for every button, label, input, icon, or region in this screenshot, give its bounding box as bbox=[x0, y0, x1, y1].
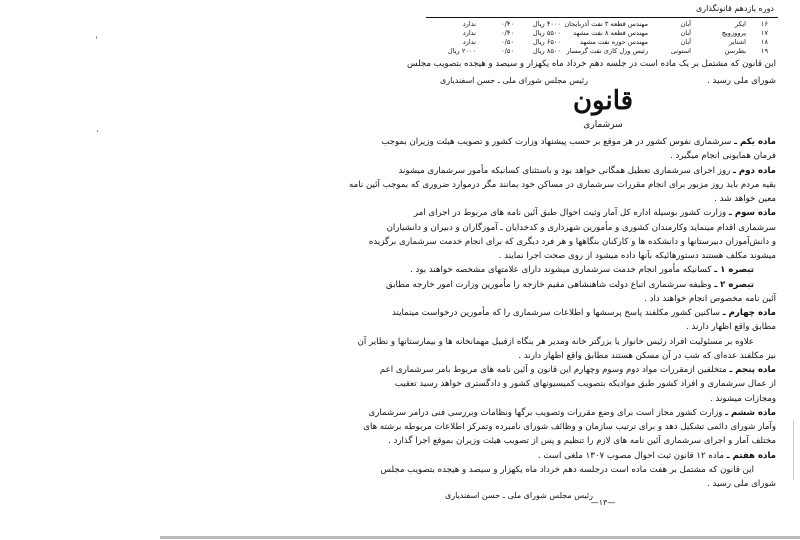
law-line bbox=[381, 135, 776, 149]
table-cell-nationality: آبان bbox=[680, 38, 691, 46]
law-line bbox=[357, 335, 776, 349]
law-line bbox=[388, 434, 776, 448]
scan-edge-mark bbox=[793, 420, 794, 480]
running-header: دوره یازدهم قانونگذاری bbox=[695, 4, 774, 13]
header-rule bbox=[426, 17, 778, 18]
article-heading: ماده ششم ـ bbox=[725, 407, 776, 418]
table-cell-position: رئیس ورل کاری نفت گرمسار bbox=[566, 47, 648, 55]
table-cell-nationality: آبان bbox=[680, 29, 691, 37]
law-line bbox=[430, 320, 776, 334]
law-line bbox=[392, 306, 776, 320]
line-text: نیز مکلفند عده‌ای که شب در آن مسکن هستند مطابق واقع اظهار دارند . bbox=[518, 350, 776, 361]
table-cell-name: ایکر bbox=[735, 20, 746, 28]
table-row bbox=[426, 20, 776, 29]
table-row bbox=[426, 47, 776, 56]
scan-speck bbox=[96, 36, 97, 39]
law-line bbox=[430, 292, 776, 306]
article-heading: ماده سوم ـ bbox=[728, 208, 776, 219]
line-text: روز اجرای سرشماری تعطیل همگانی خواهد بود و باستثنای کسانیکه مأمور سرشماری میشوند bbox=[398, 165, 733, 176]
line-text: مطابق واقع اظهار دارند . bbox=[686, 322, 776, 333]
article-heading: تبصره ۲ ـ bbox=[714, 279, 754, 290]
scan-speck bbox=[97, 130, 98, 132]
line-text: معین خواهد شد . bbox=[714, 194, 776, 204]
law-signature: رئیس مجلس شورای ملی ـ حسن اسفندیاری bbox=[445, 491, 593, 500]
article-heading: تبصره ۱ ـ bbox=[714, 265, 754, 276]
law-line bbox=[394, 377, 776, 391]
table-cell-position: مهندس حوزه نفت مشهد bbox=[579, 38, 648, 46]
article-heading: ماده یکم ـ bbox=[734, 137, 776, 147]
table-cell-extra: ندارد bbox=[462, 20, 476, 28]
table-cell-salary: ۵۵۰۰ ریال bbox=[532, 29, 561, 37]
law-line bbox=[430, 392, 776, 406]
prev-law-closing-line-2: شورای ملی رسید . bbox=[707, 76, 776, 86]
line-text: ومجازات میشوند . bbox=[710, 393, 776, 404]
line-text: مختلف آمار و اجرای سرشماری آئین نامه های لازم را تنظیم و پس از تصویب هیئت وزیران بموقع اجرا گذارد . bbox=[388, 436, 776, 447]
table-row bbox=[426, 38, 776, 47]
law-line bbox=[380, 463, 776, 477]
line-text: سرشماری اقدام مینماید وکارمندان کشوری و مأمورین شهرداری و کدخدایان ـ آموزگاران و دبیران و دانشیاران bbox=[386, 222, 776, 233]
law-line bbox=[410, 263, 776, 277]
line-text: کسانیکه مأمور انجام خدمت سرشماری میشوند دارای علامتهای مشخصه خواهند بود . bbox=[410, 265, 715, 276]
table-cell-name: بطرسن bbox=[724, 47, 746, 55]
prev-law-signature: رئیس مجلس شورای ملی ـ حسن اسفندیاری bbox=[440, 76, 588, 85]
table-cell-nationality: استونی bbox=[670, 47, 691, 55]
table-cell-salary: ۴۰۰۰ ریال bbox=[532, 20, 561, 28]
table-cell-salary: ۶۵۰۰ ریال bbox=[532, 38, 561, 46]
line-text: وظیفه سرشماری اتباع دولت شاهنشاهی مقیم خارجه را مأمورین وزارت امور خارجه مطابق bbox=[385, 279, 715, 290]
line-text: ساکنین کشور مکلفند پاسخ پرسشها و اطلاعات سرشماری را که مأمورین درخواست مینمایند bbox=[392, 308, 723, 318]
law-line bbox=[430, 192, 776, 206]
law-line bbox=[430, 349, 776, 363]
table-cell-ratio: ۰/۴۰ bbox=[501, 20, 514, 28]
line-text: آئین نامه مخصوص انجام خواهند داد . bbox=[644, 293, 776, 304]
table-cell-position: مهندس قطعه ۸ نفت مشهد bbox=[573, 29, 648, 37]
law-line bbox=[386, 221, 776, 235]
law-line bbox=[368, 235, 776, 249]
line-text: وآمار شورای دائمی تشکیل دهد و برای ترتیب سازمان و وظائف شورای نامبرده وتمرکز اطلاعات مربوطه برشته های bbox=[363, 422, 776, 432]
article-heading: ماده پنجم ـ bbox=[729, 365, 776, 375]
line-text: شورای ملی رسید . bbox=[707, 479, 776, 489]
law-title: قانون bbox=[572, 86, 634, 116]
law-line bbox=[379, 363, 776, 377]
law-line bbox=[430, 477, 776, 491]
article-heading: ماده چهارم ـ bbox=[722, 308, 776, 318]
law-line bbox=[413, 206, 776, 220]
table-cell-nationality: آبان bbox=[680, 20, 691, 28]
line-text: و دانش‌آموزان دبیرستانها و دانشکده ها و کارکنان بنگاهها و هر فرد دیگری که برای انجام خدمت سرشماری برگزیده bbox=[368, 236, 776, 247]
table-cell-no: ۱۷ bbox=[760, 29, 768, 37]
table-cell-no: ۱۶ bbox=[760, 20, 768, 28]
table-cell-salary: ۸۵۰۰ ریال bbox=[532, 47, 561, 55]
line-text: این قانون که مشتمل بر هفت ماده است درجلسه دهم خرداد ماه یکهزار و سیصد و هیجده بتصویب مجلس bbox=[380, 464, 754, 475]
line-text: بقیه مردم باید روز مزبور برای انجام مقررات سرشماری در مساکن خود بمانند مگر درموارد ضروری که بموجب آئین نامه bbox=[349, 179, 776, 190]
line-text: فرمان همایونی انجام میگیرد . bbox=[670, 151, 776, 162]
law-line bbox=[363, 420, 776, 434]
table-cell-extra: ندارد bbox=[462, 38, 476, 46]
article-heading: ماده هفتم ـ bbox=[726, 450, 776, 461]
table-cell-extra: ندارد bbox=[462, 29, 476, 37]
law-line bbox=[368, 406, 776, 420]
line-text: ماده ۱۲ قانون ثبت احوال مصوب ۱۳۰۷ ملغی است . bbox=[537, 450, 727, 461]
line-text: از عمال سرشماری و افراد کشور طبق موادیکه بتصویب کمیسیونهای کشور و دادگستری خواهد رسید تعقیب bbox=[394, 379, 776, 390]
law-line bbox=[349, 178, 776, 192]
line-text: متخلفین ازمقررات مواد دوم وسوم وچهارم این قانون و آئین نامه های مربوط بامر سرشماری اعم bbox=[379, 365, 730, 375]
table-cell-ratio: ۰/۵۰ bbox=[501, 38, 514, 46]
table-cell-ratio: ۰/۴۰ bbox=[501, 29, 514, 37]
prev-law-closing-line-1: این قانون که مشتمل بر یک ماده است در جلسه دهم خرداد ماه یکهزار و سیصد و هیجده بتصویب مجلس bbox=[406, 59, 776, 69]
line-text: علاوه بر مسئولیت افراد رئیس خانوار یا بزرگتر خانه ومدیر هر بنگاه ازقبیل مهمانخانه ها و بیمارستانها و نظایر آن bbox=[357, 336, 754, 347]
scan-bottom-edge bbox=[160, 536, 800, 539]
law-line bbox=[430, 449, 776, 463]
table-cell-extra: ۲۰۰۰ ریال bbox=[447, 47, 476, 55]
line-text: وزارت کشور بوسیله اداره کل آمار وثبت احوال طبق آئین نامه های مربوط در اجرای امر bbox=[413, 208, 729, 219]
article-heading: ماده دوم ـ bbox=[732, 165, 776, 176]
line-text: سرشماری نفوس کشور در هر موقع بر حسب پیشنهاد وزارت کشور و تصویب هیئت وزیران بموجب bbox=[381, 137, 735, 147]
law-line bbox=[385, 278, 776, 292]
page-number: —۱۳— bbox=[590, 498, 616, 507]
law-line bbox=[398, 164, 776, 178]
table-cell-position: مهندس قطعه ۳ نفت آذربایجان bbox=[564, 20, 648, 28]
line-text: وزارت کشور مجاز است برای وضع مقررات وتصویب برگها ونظامات وبررسی فنی درامر سرشماری bbox=[368, 407, 726, 418]
table-cell-no: ۱۹ bbox=[760, 47, 768, 55]
law-subtitle: سرشماری bbox=[583, 120, 623, 130]
line-text: میشوند مکلف هستند دستورهائیکه بآنها داده میشود از روی صحت اجرا نمایند . bbox=[498, 251, 776, 261]
table-cell-name: پرووزویچ bbox=[721, 29, 746, 37]
law-line bbox=[430, 149, 776, 163]
law-line bbox=[430, 249, 776, 263]
table-cell-ratio: ۰/۵۰ bbox=[501, 47, 514, 55]
table-row bbox=[426, 29, 776, 38]
table-cell-name: اشتایر bbox=[729, 38, 746, 46]
table-cell-no: ۱۸ bbox=[760, 38, 768, 46]
